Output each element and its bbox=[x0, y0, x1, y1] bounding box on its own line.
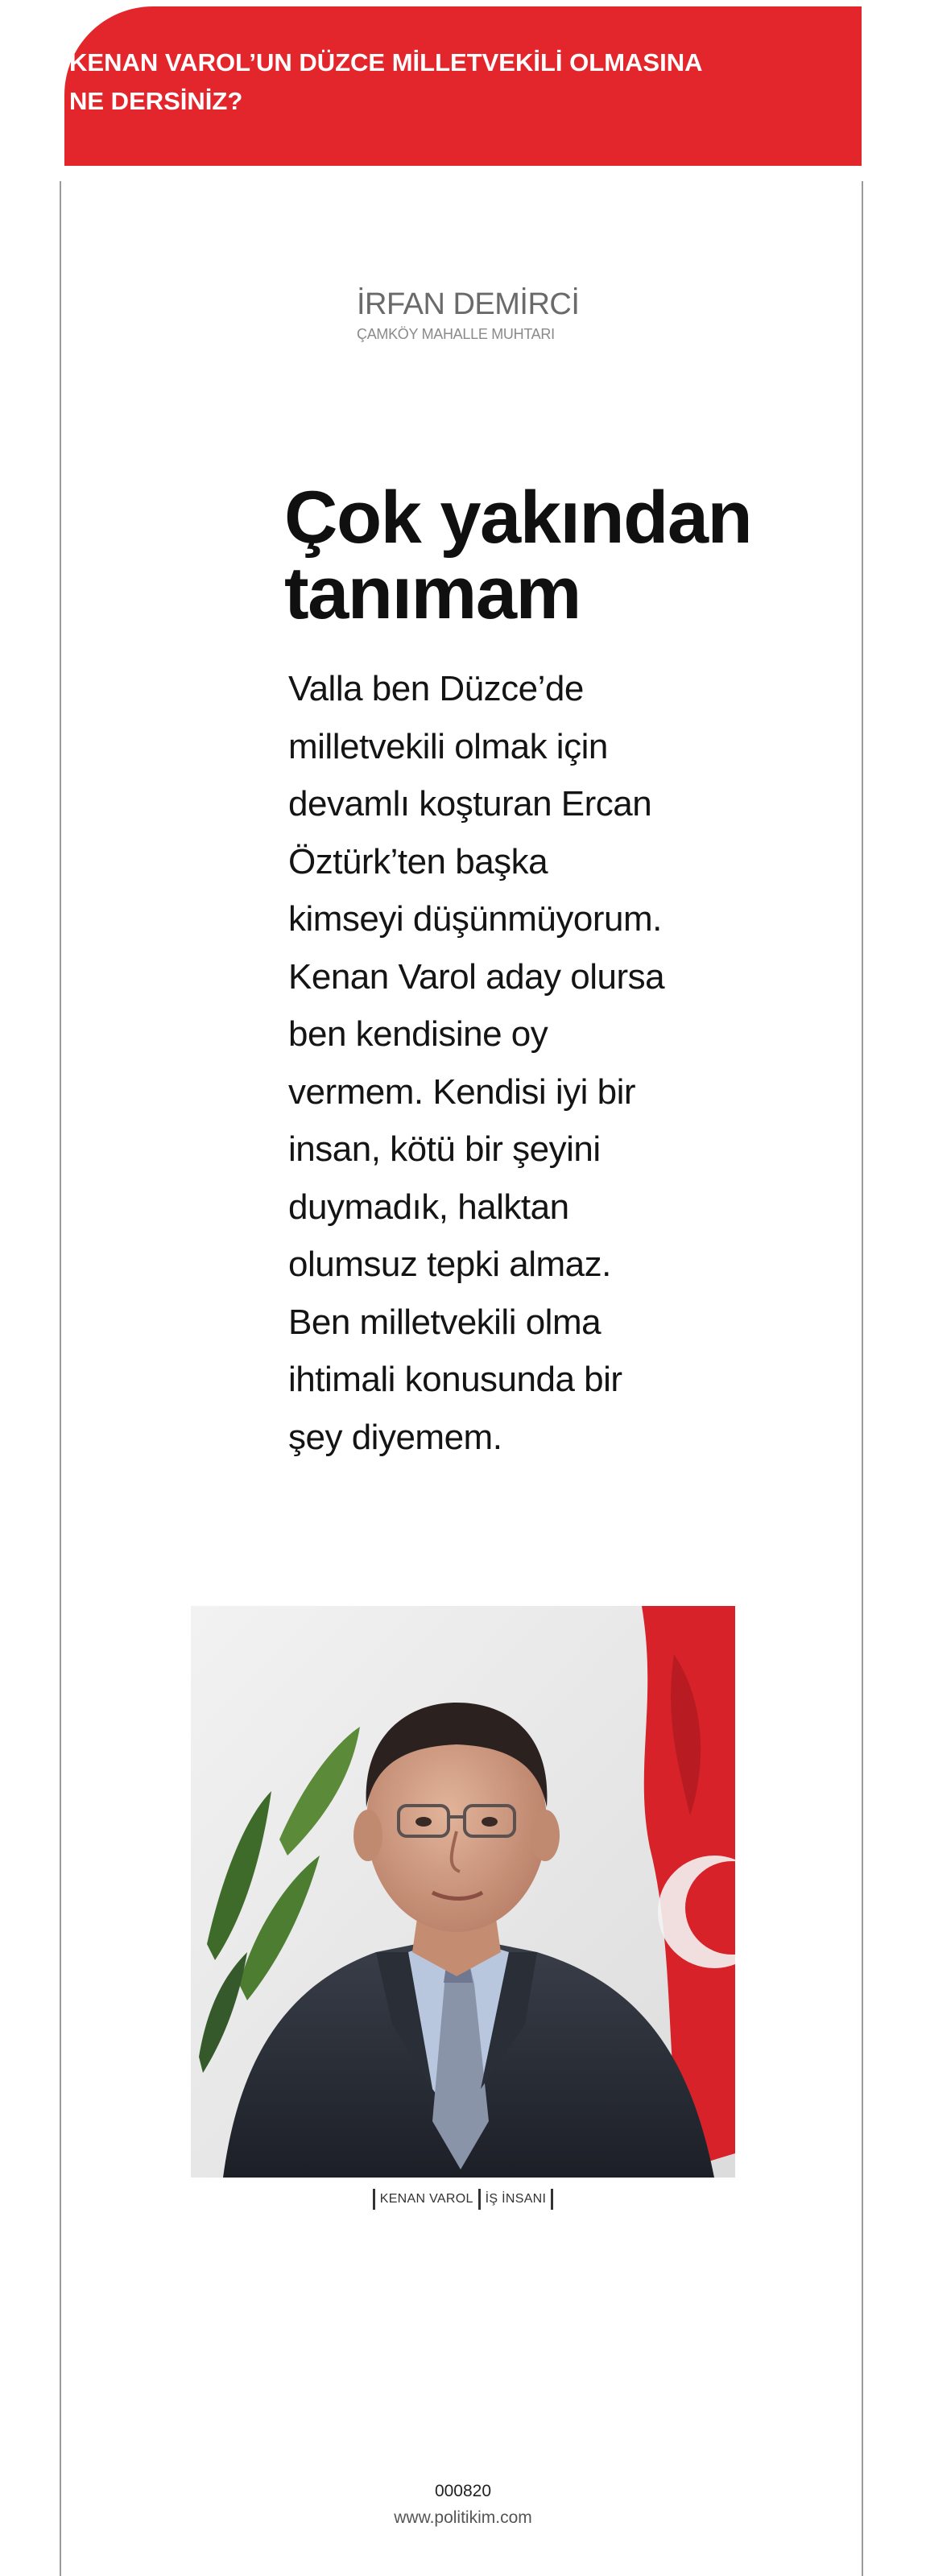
portrait-photo bbox=[191, 1606, 735, 2178]
article-body: Valla ben Düzce’de milletvekili olmak için devamlı koşturan Ercan Öztürk’ten başka kimseyi düşünmüyorum. Kenan Varol aday olursa ben kendisine oy vermem. Kendisi iyi bir insan, kötü bir şeyini duymadık, halktan olumsuz tepki almaz. Ben milletvekili olma ihtimali konusunda bir şey diyemem. bbox=[288, 669, 665, 1457]
photo-caption bbox=[0, 2189, 926, 2210]
footer-url: www.politikim.com bbox=[394, 2508, 532, 2527]
author-block bbox=[357, 287, 579, 344]
caption-title: İŞ İNSANI bbox=[485, 2192, 547, 2206]
caption-divider bbox=[478, 2189, 481, 2210]
author-name: İRFAN DEMİRCİ bbox=[357, 287, 580, 321]
author-role: ÇAMKÖY MAHALLE MUHTARI bbox=[357, 326, 555, 342]
caption-divider bbox=[373, 2189, 375, 2210]
page-number: 000820 bbox=[434, 2482, 492, 2500]
caption-divider bbox=[551, 2189, 553, 2210]
article-headline: Çok yakından tanımam bbox=[284, 477, 752, 634]
caption-name: KENAN VAROL bbox=[379, 2192, 473, 2206]
page-title: KENAN VAROL’UN DÜZCE MİLLETVEKİLİ OLMASINA NE DERSİNİZ? bbox=[69, 48, 702, 115]
